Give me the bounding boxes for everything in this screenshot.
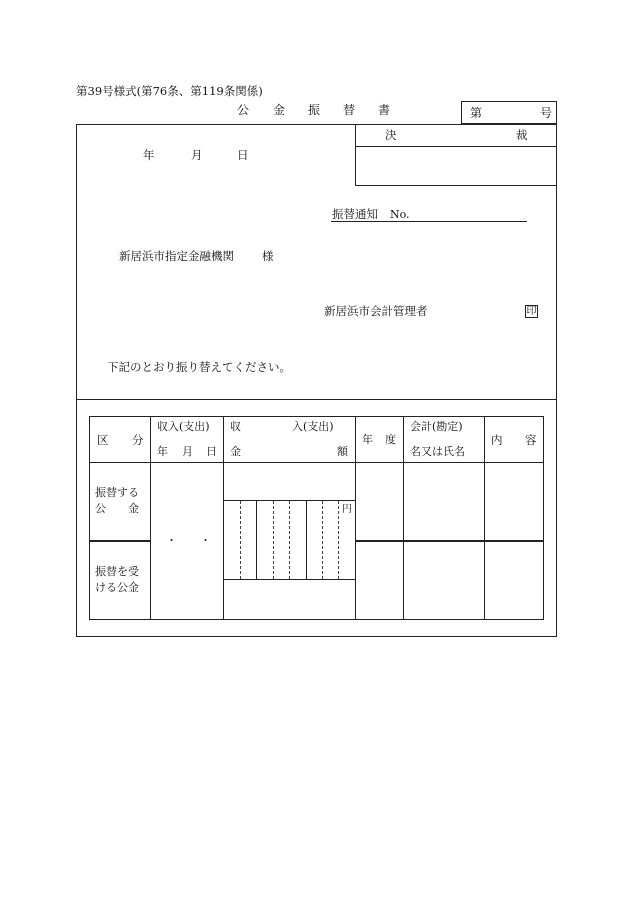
- header-content-right: 容: [525, 433, 537, 447]
- title-char: 書: [378, 103, 391, 117]
- addressee-name: 新居浜市指定金融機関: [119, 249, 234, 263]
- header-fiscal-year-right: 度: [385, 433, 396, 446]
- row-label-transfer-from-2: 公 金: [95, 502, 139, 515]
- date-dot: ・: [200, 534, 211, 547]
- receipt-date-cell[interactable]: [151, 463, 223, 620]
- row-divider-category: [89, 540, 150, 542]
- account-to-cell[interactable]: [404, 542, 484, 620]
- instruction-text: 下記のとおり振り替えてください。: [107, 360, 291, 374]
- header-amount-top-right: 入(支出): [292, 420, 334, 433]
- fiscal-year-from-cell[interactable]: [356, 463, 403, 540]
- date-year-label: 年: [143, 148, 155, 162]
- section-divider: [76, 399, 557, 400]
- row-label-transfer-from-1: 振替する: [95, 486, 139, 499]
- header-account-bottom: 名又は氏名: [410, 445, 465, 458]
- seal-icon: 印: [526, 306, 537, 317]
- yen-label: 円: [342, 504, 352, 515]
- row-label-transfer-to-1: 振替を受: [95, 565, 139, 578]
- date-day-label: 日: [237, 148, 249, 162]
- header-day: 日: [206, 445, 217, 458]
- date-dot: ・: [166, 534, 177, 547]
- header-fiscal-year-left: 年: [362, 433, 373, 446]
- header-category-left: 区: [97, 433, 109, 447]
- fiscal-year-to-cell[interactable]: [356, 542, 403, 620]
- approval-label-right: 裁: [516, 128, 528, 142]
- title-char: 振: [308, 103, 321, 117]
- header-category-right: 分: [132, 433, 144, 447]
- header-amount-bottom-right: 額: [337, 445, 348, 458]
- number-prefix: 第: [470, 106, 483, 120]
- notice-label: 振替通知: [332, 207, 378, 221]
- title-char: 替: [343, 103, 356, 117]
- content-from-cell[interactable]: [485, 463, 543, 540]
- header-account-top: 会計(勘定): [410, 420, 463, 433]
- header-amount-bottom-left: 金: [230, 445, 241, 458]
- amount-cell[interactable]: [224, 501, 355, 579]
- amount-block-bottom: [223, 579, 355, 580]
- notice-underline[interactable]: [331, 221, 527, 222]
- date-month-label: 月: [191, 148, 203, 162]
- header-year: 年: [157, 445, 168, 458]
- content-to-cell[interactable]: [485, 542, 543, 620]
- issuer-name: 新居浜市会計管理者: [324, 304, 428, 318]
- header-month: 月: [182, 445, 193, 458]
- row-label-transfer-to-2: ける公金: [95, 581, 139, 594]
- header-amount-top-left: 収: [230, 420, 241, 433]
- approval-stamp-area[interactable]: [356, 147, 556, 185]
- approval-box-bottom: [355, 185, 557, 186]
- header-content-left: 内: [491, 433, 503, 447]
- approval-label-left: 決: [385, 128, 397, 142]
- header-receipt-date-top: 収入(支出): [157, 420, 210, 433]
- form-id: 第39号様式(第76条、第119条関係): [76, 84, 263, 98]
- addressee-honorific: 様: [262, 249, 274, 263]
- notice-no-label: No.: [390, 208, 410, 221]
- title-char: 金: [273, 103, 286, 117]
- account-from-cell[interactable]: [404, 463, 484, 540]
- number-suffix: 号: [540, 106, 553, 120]
- title-char: 公: [237, 103, 250, 117]
